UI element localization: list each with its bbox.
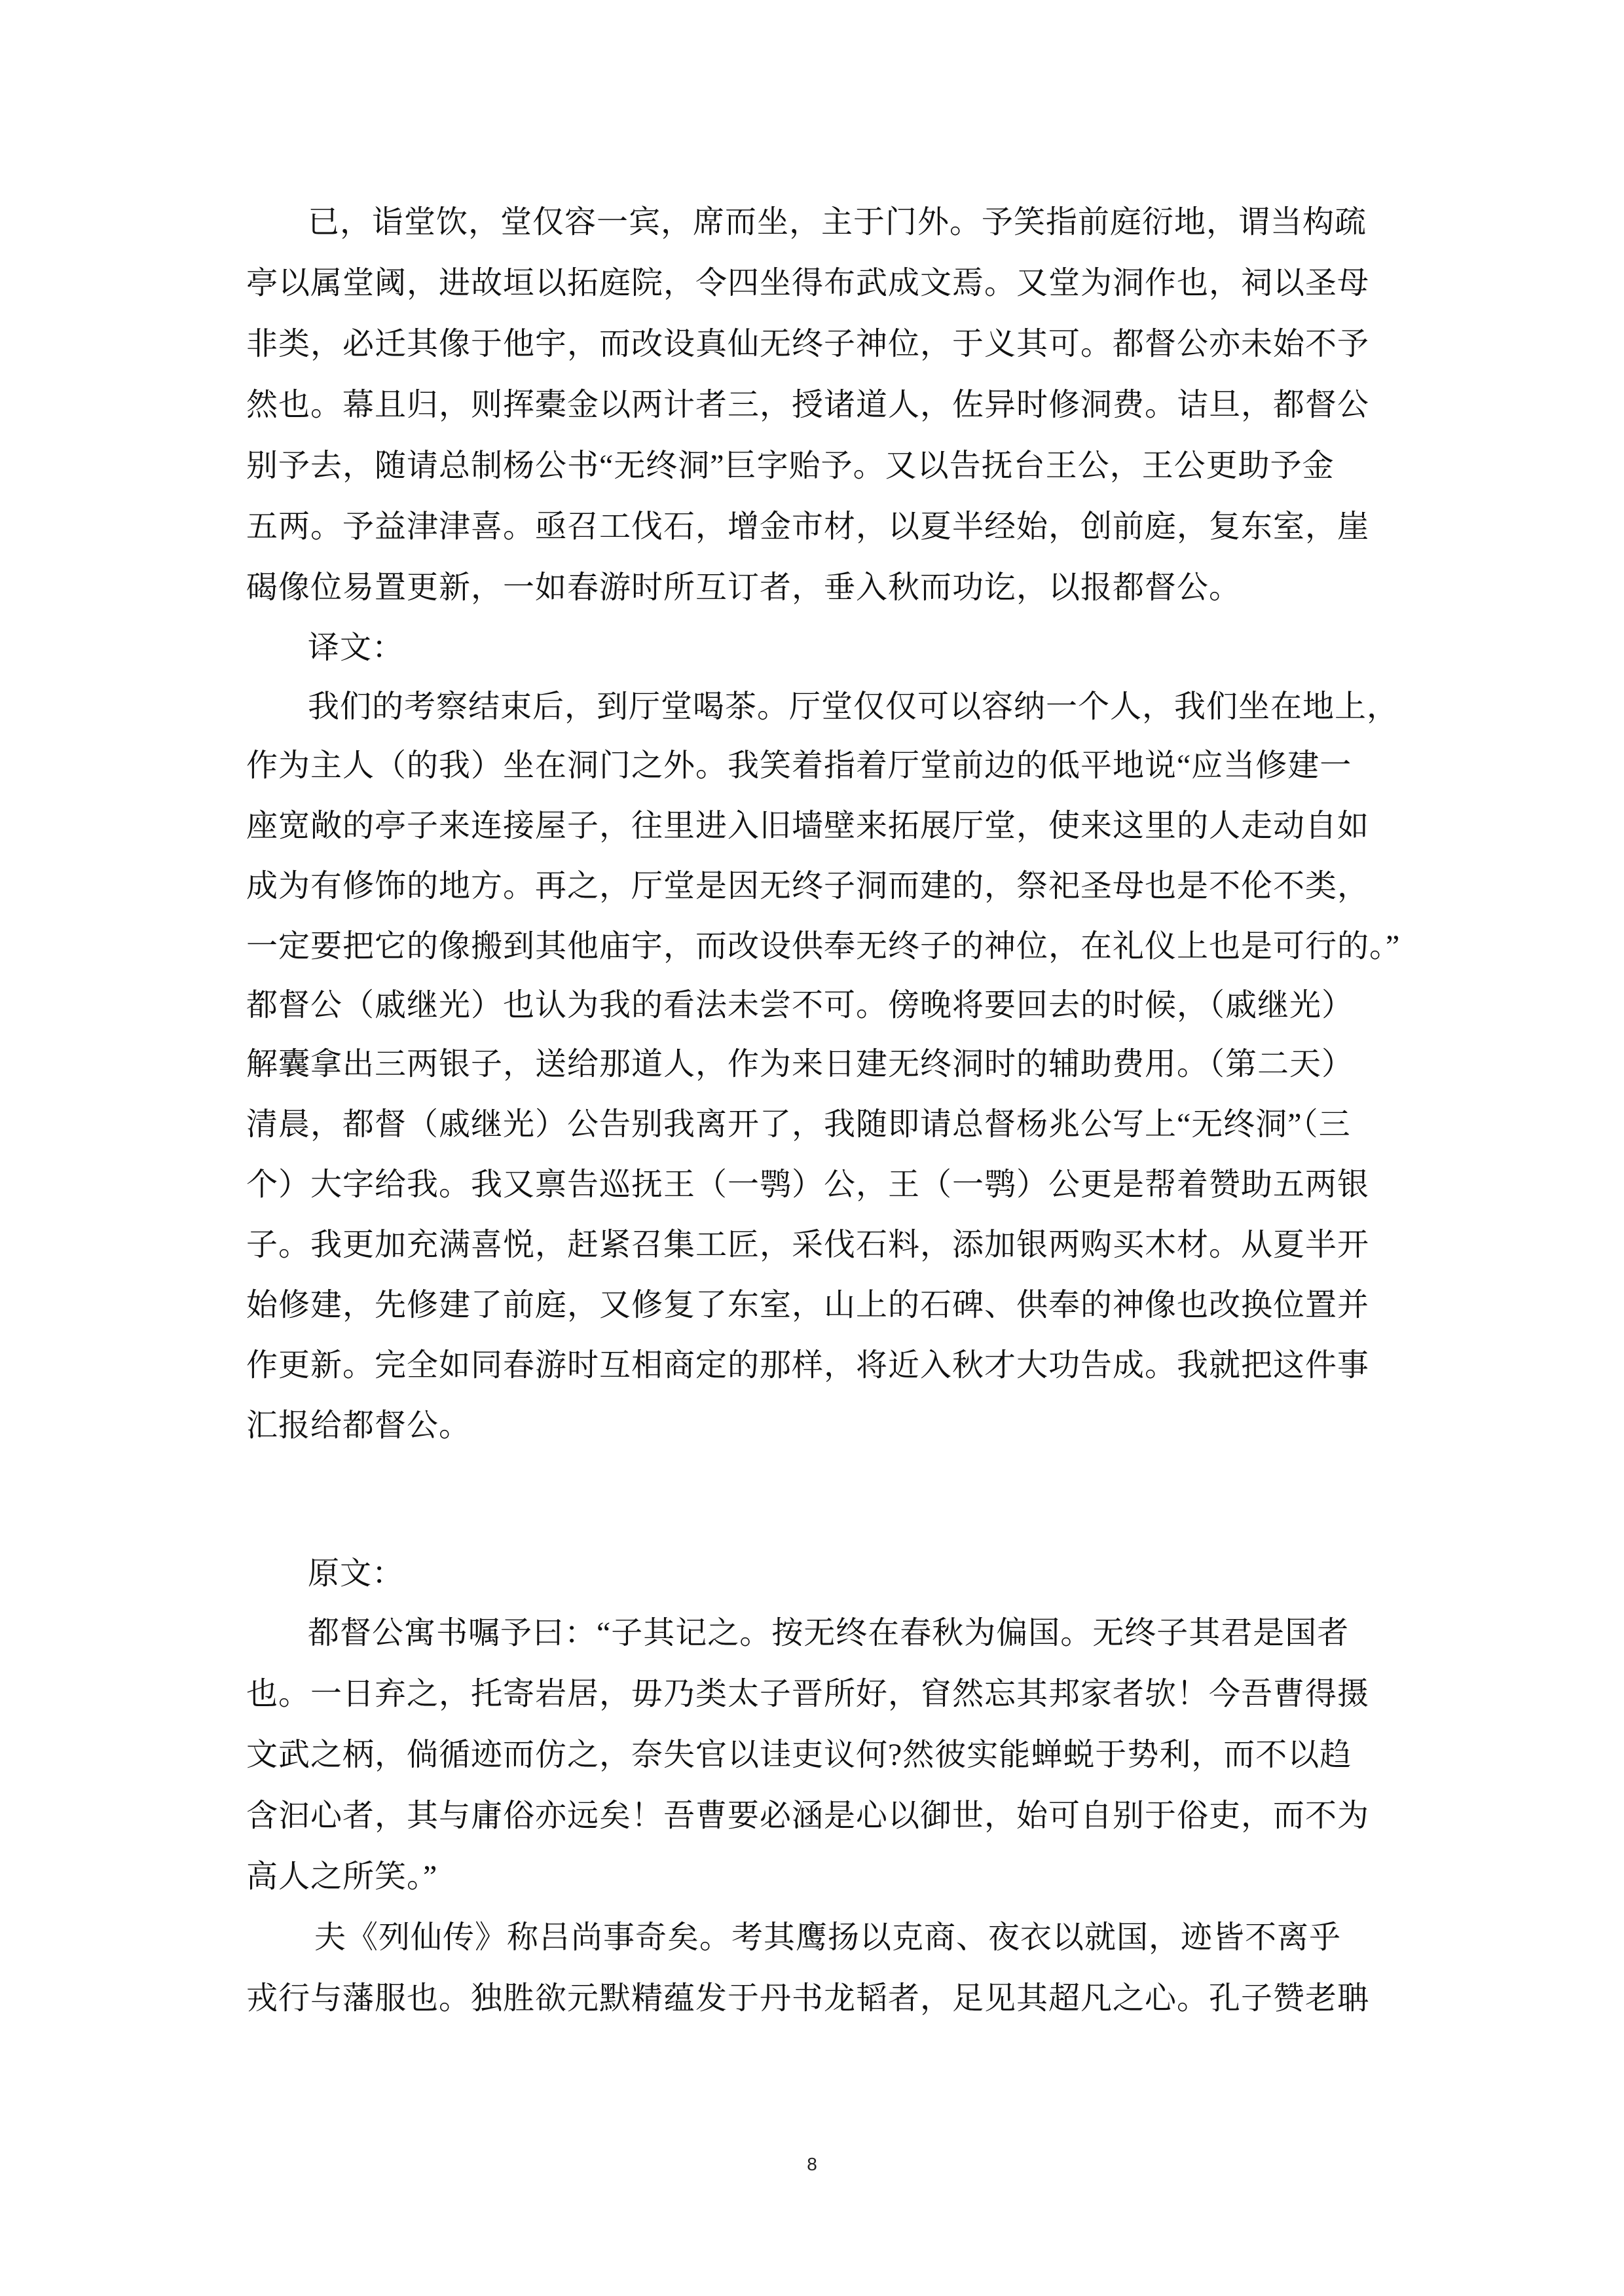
text-line: 解囊拿出三两银子，送给那道人，作为来日建无终洞时的辅助费用。（第二天） <box>246 1047 1354 1082</box>
text-line: 作为主人（的我）坐在洞门之外。我笑着指着厅堂前边的低平地说“应当修建一 <box>246 748 1352 783</box>
text-line: 五两。予益津津喜。亟召工伐石，增金市材，以夏半经始，创前庭，复东室，崖 <box>246 509 1370 544</box>
text-line: 一定要把它的像搬到其他庙宇，而改设供奉无终子的神位，在礼仪上也是可行的。” <box>246 929 1401 964</box>
text-line: 成为有修饰的地方。再之，厅堂是因无终子洞而建的，祭祀圣母也是不伦不类， <box>246 869 1370 903</box>
text-line: 我们的考察结束后，到厅堂喝茶。厅堂仅仅可以容纳一个人，我们坐在地上， <box>308 689 1399 724</box>
text-line: 碣像位易置更新，一如春游时所互订者，垂入秋而功讫，以报都督公。 <box>246 570 1242 605</box>
text-line: 作更新。完全如同春游时互相商定的那样，将近入秋才大功告成。我就把这件事 <box>246 1348 1370 1383</box>
text-line: 亭以属堂阈，进故垣以拓庭院，令四坐得布武成文焉。又堂为洞作也，祠以圣母 <box>246 266 1370 301</box>
section-label-translation: 译文： <box>308 630 405 665</box>
text-line: 夫《列仙传》称吕尚事奇矣。考其鹰扬以克商、夜衣以就国，迹皆不离乎 <box>314 1920 1342 1955</box>
text-line: 含汩心者，其与庸俗亦远矣！吾曹要必涵是心以御世，始可自别于俗吏，而不为 <box>246 1798 1370 1833</box>
text-line: 都督公（戚继光）也认为我的看法未尝不可。傍晚将要回去的时候，（戚继光） <box>246 988 1354 1023</box>
text-line: 高人之所笑。” <box>246 1859 438 1894</box>
text-line: 个）大字给我。我又禀告巡抚王（一鹗）公，王（一鹗）公更是帮着赞助五两银 <box>246 1167 1370 1202</box>
text-line: 文武之柄，倘循迹而仿之，奈失官以诖吏议何?然彼实能蝉蜕于势利，而不以趋 <box>246 1738 1352 1772</box>
text-line: 清晨，都督（戚继光）公告别我离开了，我随即请总督杨兆公写上“无终洞”（三 <box>246 1107 1351 1142</box>
text-line: 也。一日弃之，托寄岩居，毋乃类太子晋所好，窅然忘其邦家者欤！今吾曹得摄 <box>246 1677 1370 1711</box>
section-label-original: 原文： <box>308 1556 405 1591</box>
text-line: 别予去，随请总制杨公书“无终洞”巨字贻予。又以告抚台王公，王公更助予金 <box>246 448 1335 483</box>
text-line: 非类，必迁其像于他宇，而改设真仙无终子神位，于义其可。都督公亦未始不予 <box>246 327 1370 361</box>
page-number: 8 <box>807 2154 817 2174</box>
text-line: 始修建，先修建了前庭，又修复了东室，山上的石碑、供奉的神像也改换位置并 <box>246 1288 1370 1322</box>
text-line: 座宽敞的亭子来连接屋子，往里进入旧墙壁来拓展厅堂，使来这里的人走动自如 <box>246 809 1370 843</box>
text-line: 然也。幕且归，则挥橐金以两计者三，授诸道人，佐异时修洞费。诘旦，都督公 <box>246 388 1370 422</box>
text-line: 都督公寓书嘱予曰：“子其记之。按无终在春秋为偏国。无终子其君是国者 <box>308 1616 1350 1650</box>
text-line: 汇报给都督公。 <box>246 1408 471 1443</box>
text-line: 子。我更加充满喜悦，赶紧召集工匠，采伐石料，添加银两购买木材。从夏半开 <box>246 1228 1370 1262</box>
text-line: 戎行与藩服也。独胜欲元默精蕴发于丹书龙韬者，足见其超凡之心。孔子赞老聃 <box>246 1981 1370 2016</box>
text-line: 已，诣堂饮，堂仅容一宾，席而坐，主于门外。予笑指前庭衍地，谓当构疏 <box>308 205 1367 240</box>
